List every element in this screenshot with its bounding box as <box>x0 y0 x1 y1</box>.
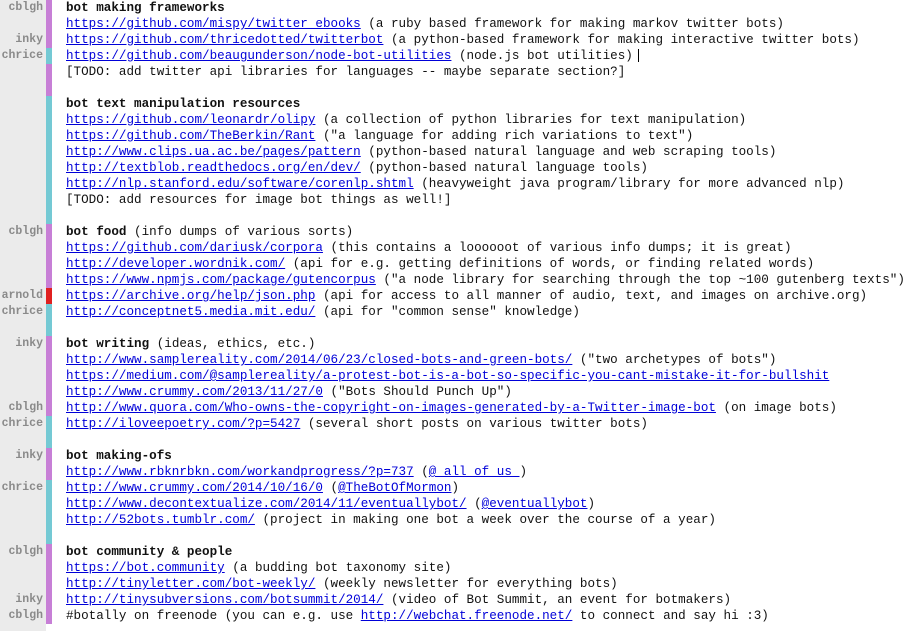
author-label: cblgh <box>8 225 43 238</box>
text-span: ) <box>451 481 460 495</box>
link[interactable]: http://textblob.readthedocs.org/en/dev/ <box>66 161 361 175</box>
text-cursor <box>638 49 639 62</box>
link[interactable]: https://www.npmjs.com/package/gutencorpus <box>66 273 376 287</box>
line-text[interactable] <box>66 528 744 544</box>
pad-line[interactable] <box>0 576 744 592</box>
text-span: ( <box>466 497 482 511</box>
link[interactable]: http://tinysubversions.com/botsummit/2014/ <box>66 593 384 607</box>
pad-line[interactable] <box>0 544 744 560</box>
line-text[interactable] <box>66 48 744 64</box>
pad-line[interactable] <box>0 240 792 256</box>
author-color-bar <box>46 432 52 448</box>
author-color-bar <box>46 336 52 352</box>
text-span: ) <box>587 497 596 511</box>
line-text[interactable] <box>66 336 744 352</box>
author-color-bar <box>46 576 52 592</box>
author-label: cblgh <box>8 545 43 558</box>
link[interactable]: @_all_of_us_ <box>428 465 520 479</box>
author-label: inky <box>15 593 43 606</box>
link[interactable]: http://iloveepoetry.com/?p=5427 <box>66 417 301 431</box>
author-color-bar <box>46 496 52 512</box>
pad-line[interactable] <box>0 144 777 160</box>
pad-line[interactable] <box>0 160 744 176</box>
pad-line[interactable] <box>0 0 744 16</box>
line-text[interactable] <box>66 224 744 240</box>
line-text[interactable] <box>66 208 744 224</box>
pad-line[interactable] <box>0 432 744 448</box>
text-span: to connect and say hi :3) <box>572 609 769 623</box>
text-span: (api for access to all manner of audio, text, and images on archive.org) <box>315 289 868 303</box>
line-text[interactable] <box>66 112 747 128</box>
author-color-bar <box>46 304 52 320</box>
pad-line[interactable] <box>0 384 744 400</box>
pad-line[interactable] <box>0 352 777 368</box>
line-text[interactable] <box>66 160 744 176</box>
link[interactable]: http://www.crummy.com/2013/11/27/0 <box>66 385 323 399</box>
author-color-bar <box>46 192 52 208</box>
line-text[interactable] <box>66 400 837 416</box>
text-span: #botally on freenode (you can e.g. use <box>66 609 361 623</box>
link[interactable]: https://github.com/beaugunderson/node-bot-utilities <box>66 49 452 63</box>
pad-line[interactable] <box>0 480 744 496</box>
link[interactable]: https://medium.com/@samplereality/a-protest-bot-is-a-bot-so-specific-you-cant-mistake-it-for-bullshit <box>66 369 830 383</box>
pad-line[interactable] <box>0 96 744 112</box>
text-span: (heavyweight java program/library for more advanced nlp) <box>413 177 845 191</box>
pad-line[interactable] <box>0 112 747 128</box>
line-text[interactable] <box>66 576 744 592</box>
section-heading: bot making frameworks <box>66 1 225 15</box>
text-span: (a python-based framework for making interactive twitter bots) <box>383 33 860 47</box>
line-text[interactable] <box>66 544 744 560</box>
author-color-bar <box>46 208 52 224</box>
line-text[interactable] <box>66 288 868 304</box>
text-span: (a ruby based framework for making markov twitter bots) <box>360 17 784 31</box>
line-text[interactable] <box>66 464 744 480</box>
line-text[interactable] <box>66 240 792 256</box>
link[interactable]: http://nlp.stanford.edu/software/corenlp.shtml <box>66 177 414 191</box>
text-span: (ideas, ethics, etc.) <box>149 337 316 351</box>
author-label: chrice <box>1 417 43 430</box>
author-label: cblgh <box>8 1 43 14</box>
line-text[interactable] <box>66 592 744 608</box>
text-span: [TODO: add resources for image bot things as well!] <box>66 193 452 207</box>
line-text[interactable] <box>66 512 744 528</box>
link[interactable]: http://www.decontextualize.com/2014/11/eventuallybot/ <box>66 497 467 511</box>
author-label: cblgh <box>8 609 43 622</box>
author-color-bar <box>46 560 52 576</box>
text-span: (project in making one bot a week over the course of a year) <box>254 513 716 527</box>
author-color-bar <box>46 464 52 480</box>
author-color-bar <box>46 368 52 384</box>
line-text[interactable] <box>66 272 905 288</box>
author-color-bar <box>46 320 52 336</box>
pad-line[interactable] <box>0 272 905 288</box>
link[interactable]: @TheBotOfMormon <box>338 481 452 495</box>
pad-line[interactable] <box>0 464 744 480</box>
link[interactable]: http://developer.wordnik.com/ <box>66 257 286 271</box>
author-color-bar <box>46 96 52 112</box>
pad-line[interactable] <box>0 320 744 336</box>
author-color-bar <box>46 160 52 176</box>
author-color-bar <box>46 128 52 144</box>
line-text[interactable] <box>66 96 744 112</box>
line-text[interactable] <box>66 416 744 432</box>
line-text[interactable] <box>66 128 744 144</box>
pad-line[interactable] <box>0 368 830 384</box>
pad-line[interactable] <box>0 304 744 320</box>
pad-line[interactable] <box>0 288 868 304</box>
author-color-bar <box>46 16 52 32</box>
pad-line[interactable] <box>0 416 744 432</box>
link[interactable]: http://52bots.tumblr.com/ <box>66 513 255 527</box>
author-color-bar <box>46 528 52 544</box>
author-color-bar <box>46 592 52 608</box>
text-span: (node.js bot utilities) <box>451 49 633 63</box>
text-span: [TODO: add twitter api libraries for languages -- maybe separate section?] <box>66 65 626 79</box>
pad-line[interactable] <box>0 256 815 272</box>
pad-line[interactable] <box>0 32 860 48</box>
pad-line[interactable] <box>0 592 744 608</box>
author-color-bar <box>46 384 52 400</box>
line-text[interactable] <box>66 192 744 208</box>
pad-line[interactable] <box>0 48 744 64</box>
link[interactable]: http://www.clips.ua.ac.be/pages/pattern <box>66 145 361 159</box>
pad-line[interactable] <box>0 208 744 224</box>
line-text[interactable] <box>66 480 744 496</box>
pad-line[interactable] <box>0 64 744 80</box>
pad-line[interactable] <box>0 80 744 96</box>
section-heading: bot food <box>66 225 127 239</box>
line-text[interactable] <box>66 64 744 80</box>
pad-line[interactable] <box>0 608 769 624</box>
author-label: inky <box>15 449 43 462</box>
author-color-bar <box>46 224 52 240</box>
section-heading: bot writing <box>66 337 150 351</box>
author-color-bar <box>46 80 52 96</box>
link[interactable]: https://archive.org/help/json.php <box>66 289 316 303</box>
link[interactable]: http://www.samplereality.com/2014/06/23/closed-bots-and-green-bots/ <box>66 353 573 367</box>
line-text[interactable] <box>66 352 777 368</box>
link[interactable]: https://github.com/thricedotted/twitterbot <box>66 33 384 47</box>
link[interactable]: http://www.rbknrbkn.com/workandprogress/?p=737 <box>66 465 414 479</box>
line-text[interactable] <box>66 368 830 384</box>
line-text[interactable] <box>66 32 860 48</box>
author-label: cblgh <box>8 401 43 414</box>
text-span: ("a language for adding rich variations to text") <box>315 129 694 143</box>
pad-line[interactable] <box>0 16 784 32</box>
text-span: (info dumps of various sorts) <box>126 225 354 239</box>
author-color-bar <box>46 512 52 528</box>
link[interactable]: http://www.quora.com/Who-owns-the-copyright-on-images-generated-by-a-Twitter-image-bot <box>66 401 716 415</box>
author-label: chrice <box>1 305 43 318</box>
link[interactable]: https://github.com/dariusk/corpora <box>66 241 323 255</box>
line-text[interactable] <box>66 304 744 320</box>
link[interactable]: @eventuallybot <box>481 497 588 511</box>
line-text[interactable] <box>66 560 744 576</box>
author-label: inky <box>15 337 43 350</box>
author-color-bar <box>46 0 52 16</box>
line-text[interactable] <box>66 0 744 16</box>
line-text[interactable] <box>66 176 845 192</box>
author-color-bar <box>46 240 52 256</box>
link[interactable]: http://tinyletter.com/bot-weekly/ <box>66 577 316 591</box>
text-span: (on image bots) <box>715 401 837 415</box>
pad-line[interactable] <box>0 336 744 352</box>
section-heading: bot text manipulation resources <box>66 97 301 111</box>
link[interactable]: http://www.crummy.com/2014/10/16/0 <box>66 481 323 495</box>
author-color-bar <box>46 144 52 160</box>
text-span: ( <box>413 465 429 479</box>
pad-line[interactable] <box>0 448 744 464</box>
text-span: (weekly newsletter for everything bots) <box>315 577 618 591</box>
text-span: (several short posts on various twitter bots) <box>300 417 648 431</box>
author-color-bar <box>46 480 52 496</box>
text-span: (a budding bot taxonomy site) <box>224 561 452 575</box>
text-span: ( <box>322 481 339 495</box>
text-span: (this contains a loooooot of various info dumps; it is great) <box>322 241 792 255</box>
text-span: ("a node library for searching through the top ~100 gutenberg texts") <box>375 273 905 287</box>
pad-line[interactable] <box>0 128 744 144</box>
link[interactable]: https://github.com/TheBerkin/Rant <box>66 129 316 143</box>
link[interactable]: https://github.com/leonardr/olipy <box>66 113 316 127</box>
text-span: (a collection of python libraries for text manipulation) <box>315 113 747 127</box>
line-text[interactable] <box>66 608 769 624</box>
text-span: (api for e.g. getting definitions of words, or finding related words) <box>285 257 815 271</box>
text-span: (video of Bot Summit, an event for botmakers) <box>383 593 732 607</box>
text-span: ("two archetypes of bots") <box>572 353 777 367</box>
pad-line[interactable] <box>0 224 744 240</box>
line-text[interactable] <box>66 144 777 160</box>
author-color-bar <box>46 256 52 272</box>
text-span: (python-based natural language and web scraping tools) <box>360 145 777 159</box>
author-color-bar <box>46 416 52 432</box>
text-span: ) <box>519 465 528 479</box>
pad-line[interactable] <box>0 496 744 512</box>
author-color-bar <box>46 272 52 288</box>
line-text[interactable] <box>66 384 744 400</box>
line-text[interactable] <box>66 320 744 336</box>
link[interactable]: http://webchat.freenode.net/ <box>360 609 573 623</box>
line-text[interactable] <box>66 80 744 96</box>
author-color-bar <box>46 544 52 560</box>
line-text[interactable] <box>66 448 744 464</box>
pad-line[interactable] <box>0 400 837 416</box>
line-text[interactable] <box>66 432 744 448</box>
author-color-bar <box>46 64 52 80</box>
link[interactable]: https://github.com/mispy/twitter_ebooks <box>66 17 361 31</box>
pad-line[interactable] <box>0 560 744 576</box>
pad-line[interactable] <box>0 176 845 192</box>
text-span: ("Bots Should Punch Up") <box>322 385 512 399</box>
author-color-bar <box>46 608 52 624</box>
author-color-bar <box>46 448 52 464</box>
author-color-bar <box>46 48 52 64</box>
pad-line[interactable] <box>0 528 744 544</box>
pad-line[interactable] <box>0 512 744 528</box>
author-label: chrice <box>1 481 43 494</box>
author-color-bar <box>46 288 52 304</box>
link[interactable]: https://bot.community <box>66 561 225 575</box>
author-label: chrice <box>1 49 43 62</box>
section-heading: bot making-ofs <box>66 449 172 463</box>
line-text[interactable] <box>66 256 815 272</box>
text-span: (python-based natural language tools) <box>360 161 648 175</box>
author-color-bar <box>46 352 52 368</box>
author-color-bar <box>46 176 52 192</box>
author-color-bar <box>46 32 52 48</box>
author-label: inky <box>15 33 43 46</box>
pad-line[interactable] <box>0 192 744 208</box>
line-text[interactable] <box>66 496 744 512</box>
author-color-bar <box>46 112 52 128</box>
section-heading: bot community & people <box>66 545 233 559</box>
line-text[interactable] <box>66 16 784 32</box>
author-color-bar <box>46 400 52 416</box>
link[interactable]: http://conceptnet5.media.mit.edu/ <box>66 305 316 319</box>
text-span: (api for "common sense" knowledge) <box>315 305 580 319</box>
author-label: arnold <box>1 289 43 302</box>
